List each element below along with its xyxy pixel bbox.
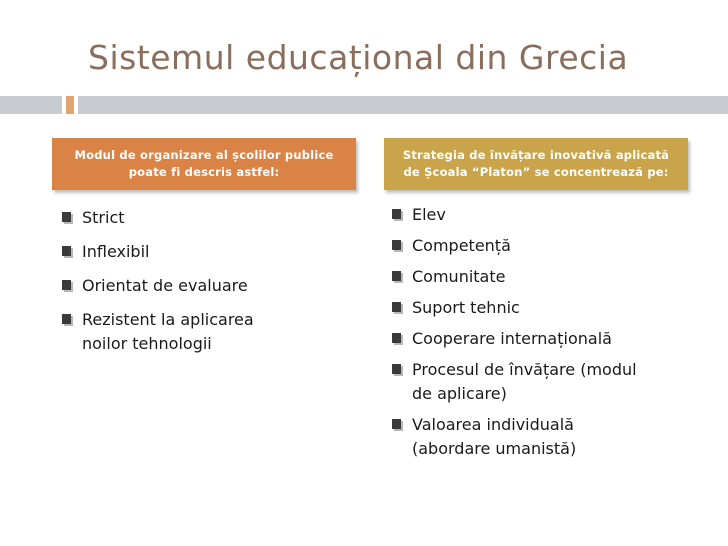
left-bullet-list <box>62 206 352 366</box>
bullet-icon <box>62 246 71 256</box>
left-header-line-2: poate fi descris astfel: <box>128 165 280 179</box>
bullet-icon <box>62 280 71 290</box>
right-header-line-2: de Școala “Platon” se concentrează pe: <box>403 165 669 179</box>
list-item: Rezistent la aplicarea noilor tehnologii <box>62 308 352 356</box>
list-item: Procesul de învățare (modul de aplicare) <box>392 358 692 406</box>
list-item: Valoarea individuală (abordare umanistă) <box>392 413 692 461</box>
left-column-header <box>52 138 356 190</box>
right-header-line-1: Strategia de învățare inovativă aplicată <box>402 148 670 162</box>
bullet-icon <box>392 271 401 281</box>
list-item: Inflexibil <box>62 240 352 264</box>
bullet-icon <box>392 364 401 374</box>
right-bullet-list <box>392 203 692 468</box>
right-column-header <box>384 138 688 190</box>
bullet-icon <box>392 302 401 312</box>
divider-bar-left <box>0 96 62 114</box>
bullet-icon <box>392 419 401 429</box>
bullet-icon <box>392 209 401 219</box>
slide-title: Sistemul educațional din Grecia <box>88 38 629 77</box>
left-header-line-1: Modul de organizare al școlilor publice <box>74 148 334 162</box>
list-item: Suport tehnic <box>392 296 692 320</box>
bullet-icon <box>392 240 401 250</box>
list-item: Cooperare internațională <box>392 327 692 351</box>
divider-bar-right <box>78 96 728 114</box>
list-item: Strict <box>62 206 352 230</box>
list-item: Orientat de evaluare <box>62 274 352 298</box>
divider-accent <box>66 96 74 114</box>
list-item: Comunitate <box>392 265 692 289</box>
list-item: Competență <box>392 234 692 258</box>
bullet-icon <box>62 314 71 324</box>
bullet-icon <box>62 212 71 222</box>
bullet-icon <box>392 333 401 343</box>
list-item: Elev <box>392 203 692 227</box>
